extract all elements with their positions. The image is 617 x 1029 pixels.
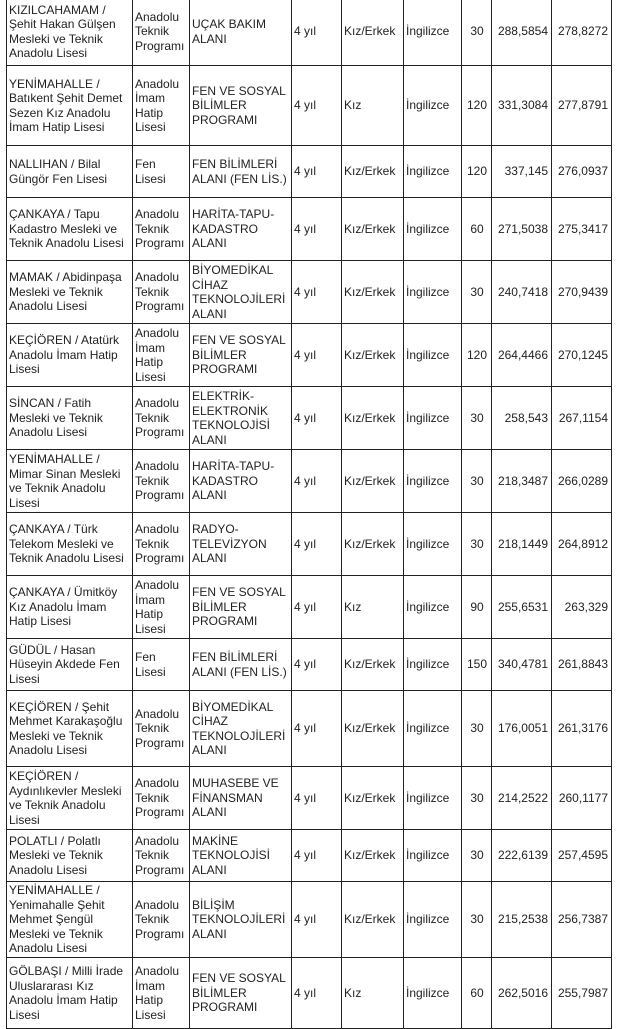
program-cell: HARİTA-TAPU-KADASTRO ALANI — [190, 198, 292, 261]
table-row — [7, 261, 612, 324]
gender-cell: Kız/Erkek — [342, 513, 404, 576]
school-name-cell: GÖLBAŞI / Milli İrade Uluslararası Kız Anadolu İmam Hatip Lisesi — [7, 958, 133, 1029]
quota-cell: 150 — [462, 639, 492, 691]
school-name-cell: KEÇİÖREN / Atatürk Anadolu İmam Hatip Lisesi — [7, 324, 133, 387]
program-cell: MAKİNE TEKNOLOJİSİ ALANI — [190, 830, 292, 882]
language-cell: İngilizce — [404, 958, 462, 1029]
school-type-cell: Fen Lisesi — [133, 639, 190, 691]
max-score-cell: 218,1449 — [492, 513, 552, 576]
table-row — [7, 198, 612, 261]
school-type-cell: Anadolu Teknik Programı — [133, 767, 190, 830]
school-type-cell: Anadolu Teknik Programı — [133, 0, 190, 66]
language-cell: İngilizce — [404, 146, 462, 198]
min-score-cell: 276,0937 — [552, 146, 612, 198]
table-row — [7, 0, 612, 66]
school-type-cell: Anadolu Teknik Programı — [133, 450, 190, 513]
gender-cell: Kız/Erkek — [342, 830, 404, 882]
min-score-cell: 261,3176 — [552, 691, 612, 767]
max-score-cell: 264,4466 — [492, 324, 552, 387]
school-type-cell: Anadolu Teknik Programı — [133, 882, 190, 958]
school-type-cell: Anadolu Teknik Programı — [133, 830, 190, 882]
duration-cell: 4 yıl — [292, 691, 342, 767]
language-cell: İngilizce — [404, 576, 462, 639]
school-type-cell: Anadolu Teknik Programı — [133, 261, 190, 324]
school-type-cell: Anadolu İmam Hatip Lisesi — [133, 958, 190, 1029]
table-row — [7, 830, 612, 882]
program-cell: ELEKTRİK-ELEKTRONİK TEKNOLOJİSİ ALANI — [190, 387, 292, 450]
min-score-cell: 264,8912 — [552, 513, 612, 576]
quota-cell: 30 — [462, 767, 492, 830]
min-score-cell: 260,1177 — [552, 767, 612, 830]
program-cell: FEN VE SOSYAL BİLİMLER PROGRAMI — [190, 576, 292, 639]
table-row — [7, 767, 612, 830]
max-score-cell: 331,3084 — [492, 66, 552, 146]
min-score-cell: 275,3417 — [552, 198, 612, 261]
gender-cell: Kız/Erkek — [342, 0, 404, 66]
school-type-cell: Anadolu Teknik Programı — [133, 198, 190, 261]
quota-cell: 60 — [462, 958, 492, 1029]
gender-cell: Kız/Erkek — [342, 387, 404, 450]
language-cell: İngilizce — [404, 513, 462, 576]
duration-cell: 4 yıl — [292, 387, 342, 450]
language-cell: İngilizce — [404, 261, 462, 324]
table-row — [7, 958, 612, 1029]
gender-cell: Kız — [342, 576, 404, 639]
school-name-cell: YENİMAHALLE / Batıkent Şehit Demet Sezen Kız Anadolu İmam Hatip Lisesi — [7, 66, 133, 146]
max-score-cell: 258,543 — [492, 387, 552, 450]
quota-cell: 120 — [462, 146, 492, 198]
min-score-cell: 267,1154 — [552, 387, 612, 450]
table-row — [7, 324, 612, 387]
min-score-cell: 277,8791 — [552, 66, 612, 146]
quota-cell: 90 — [462, 576, 492, 639]
quota-cell: 30 — [462, 882, 492, 958]
gender-cell: Kız/Erkek — [342, 691, 404, 767]
school-name-cell: KIZILCAHAMAM / Şehit Hakan Gülşen Mesleki ve Teknik Anadolu Lisesi — [7, 0, 133, 66]
gender-cell: Kız — [342, 958, 404, 1029]
language-cell: İngilizce — [404, 767, 462, 830]
duration-cell: 4 yıl — [292, 450, 342, 513]
max-score-cell: 176,0051 — [492, 691, 552, 767]
quota-cell: 120 — [462, 324, 492, 387]
duration-cell: 4 yıl — [292, 261, 342, 324]
schools-table — [6, 0, 612, 1029]
table-row — [7, 639, 612, 691]
school-type-cell: Anadolu Teknik Programı — [133, 387, 190, 450]
program-cell: HARİTA-TAPU-KADASTRO ALANI — [190, 450, 292, 513]
quota-cell: 60 — [462, 198, 492, 261]
language-cell: İngilizce — [404, 0, 462, 66]
gender-cell: Kız/Erkek — [342, 324, 404, 387]
program-cell: FEN VE SOSYAL BİLİMLER PROGRAMI — [190, 958, 292, 1029]
school-name-cell: YENİMAHALLE / Mimar Sinan Mesleki ve Teknik Anadolu Lisesi — [7, 450, 133, 513]
min-score-cell: 270,9439 — [552, 261, 612, 324]
language-cell: İngilizce — [404, 450, 462, 513]
max-score-cell: 288,5854 — [492, 0, 552, 66]
max-score-cell: 240,7418 — [492, 261, 552, 324]
duration-cell: 4 yıl — [292, 767, 342, 830]
program-cell: FEN VE SOSYAL BİLİMLER PROGRAMI — [190, 66, 292, 146]
program-cell: BİYOMEDİKAL CİHAZ TEKNOLOJİLERİ ALANI — [190, 261, 292, 324]
quota-cell: 30 — [462, 261, 492, 324]
gender-cell: Kız/Erkek — [342, 261, 404, 324]
program-cell: BİLİŞİM TEKNOLOJİLERİ ALANI — [190, 882, 292, 958]
min-score-cell: 257,4595 — [552, 830, 612, 882]
gender-cell: Kız — [342, 66, 404, 146]
min-score-cell: 278,8272 — [552, 0, 612, 66]
gender-cell: Kız/Erkek — [342, 146, 404, 198]
gender-cell: Kız/Erkek — [342, 198, 404, 261]
gender-cell: Kız/Erkek — [342, 767, 404, 830]
quota-cell: 30 — [462, 0, 492, 66]
duration-cell: 4 yıl — [292, 639, 342, 691]
language-cell: İngilizce — [404, 66, 462, 146]
duration-cell: 4 yıl — [292, 146, 342, 198]
school-name-cell: ÇANKAYA / Tapu Kadastro Mesleki ve Teknik Anadolu Lisesi — [7, 198, 133, 261]
school-name-cell: SİNCAN / Fatih Mesleki ve Teknik Anadolu Lisesi — [7, 387, 133, 450]
duration-cell: 4 yıl — [292, 576, 342, 639]
school-name-cell: YENİMAHALLE / Yenimahalle Şehit Mehmet Şengül Mesleki ve Teknik Anadolu Lisesi — [7, 882, 133, 958]
max-score-cell: 340,4781 — [492, 639, 552, 691]
table-row — [7, 882, 612, 958]
quota-cell: 120 — [462, 66, 492, 146]
program-cell: FEN VE SOSYAL BİLİMLER PROGRAMI — [190, 324, 292, 387]
quota-cell: 30 — [462, 691, 492, 767]
language-cell: İngilizce — [404, 324, 462, 387]
school-type-cell: Anadolu Teknik Programı — [133, 513, 190, 576]
language-cell: İngilizce — [404, 691, 462, 767]
school-name-cell: ÇANKAYA / Türk Telekom Mesleki ve Teknik Anadolu Lisesi — [7, 513, 133, 576]
duration-cell: 4 yıl — [292, 513, 342, 576]
language-cell: İngilizce — [404, 830, 462, 882]
quota-cell: 30 — [462, 513, 492, 576]
max-score-cell: 215,2538 — [492, 882, 552, 958]
gender-cell: Kız/Erkek — [342, 882, 404, 958]
max-score-cell: 214,2522 — [492, 767, 552, 830]
gender-cell: Kız/Erkek — [342, 639, 404, 691]
min-score-cell: 255,7987 — [552, 958, 612, 1029]
table-row — [7, 450, 612, 513]
school-type-cell: Anadolu Teknik Programı — [133, 691, 190, 767]
min-score-cell: 266,0289 — [552, 450, 612, 513]
school-name-cell: KEÇİÖREN / Şehit Mehmet Karakaşoğlu Mesleki ve Teknik Anadolu Lisesi — [7, 691, 133, 767]
language-cell: İngilizce — [404, 639, 462, 691]
duration-cell: 4 yıl — [292, 198, 342, 261]
school-type-cell: Fen Lisesi — [133, 146, 190, 198]
table-row — [7, 691, 612, 767]
min-score-cell: 256,7387 — [552, 882, 612, 958]
school-name-cell: KEÇİÖREN / Aydınlıkevler Mesleki ve Teknik Anadolu Lisesi — [7, 767, 133, 830]
quota-cell: 30 — [462, 830, 492, 882]
quota-cell: 30 — [462, 450, 492, 513]
gender-cell: Kız/Erkek — [342, 450, 404, 513]
min-score-cell: 261,8843 — [552, 639, 612, 691]
duration-cell: 4 yıl — [292, 0, 342, 66]
program-cell: FEN BİLİMLERİ ALANI (FEN LİS.) — [190, 146, 292, 198]
table-row — [7, 66, 612, 146]
max-score-cell: 337,145 — [492, 146, 552, 198]
min-score-cell: 263,329 — [552, 576, 612, 639]
duration-cell: 4 yıl — [292, 830, 342, 882]
table-body — [7, 0, 612, 1029]
table-row — [7, 576, 612, 639]
max-score-cell: 218,3487 — [492, 450, 552, 513]
program-cell: FEN BİLİMLERİ ALANI (FEN LİS.) — [190, 639, 292, 691]
table-row — [7, 146, 612, 198]
school-type-cell: Anadolu İmam Hatip Lisesi — [133, 66, 190, 146]
table-row — [7, 513, 612, 576]
quota-cell: 30 — [462, 387, 492, 450]
max-score-cell: 262,5016 — [492, 958, 552, 1029]
school-type-cell: Anadolu İmam Hatip Lisesi — [133, 324, 190, 387]
max-score-cell: 255,6531 — [492, 576, 552, 639]
table-row — [7, 387, 612, 450]
language-cell: İngilizce — [404, 198, 462, 261]
program-cell: RADYO-TELEVİZYON ALANI — [190, 513, 292, 576]
duration-cell: 4 yıl — [292, 882, 342, 958]
program-cell: BİYOMEDİKAL CİHAZ TEKNOLOJİLERİ ALANI — [190, 691, 292, 767]
min-score-cell: 270,1245 — [552, 324, 612, 387]
duration-cell: 4 yıl — [292, 66, 342, 146]
max-score-cell: 271,5038 — [492, 198, 552, 261]
program-cell: UÇAK BAKIM ALANI — [190, 0, 292, 66]
school-name-cell: POLATLI / Polatlı Mesleki ve Teknik Anadolu Lisesi — [7, 830, 133, 882]
school-name-cell: ÇANKAYA / Ümitköy Kız Anadolu İmam Hatip Lisesi — [7, 576, 133, 639]
school-name-cell: GÜDÜL / Hasan Hüseyin Akdede Fen Lisesi — [7, 639, 133, 691]
duration-cell: 4 yıl — [292, 958, 342, 1029]
language-cell: İngilizce — [404, 387, 462, 450]
max-score-cell: 222,6139 — [492, 830, 552, 882]
duration-cell: 4 yıl — [292, 324, 342, 387]
school-type-cell: Anadolu İmam Hatip Lisesi — [133, 576, 190, 639]
program-cell: MUHASEBE VE FİNANSMAN ALANI — [190, 767, 292, 830]
school-name-cell: MAMAK / Abidinpaşa Mesleki ve Teknik Anadolu Lisesi — [7, 261, 133, 324]
school-name-cell: NALLIHAN / Bilal Güngör Fen Lisesi — [7, 146, 133, 198]
language-cell: İngilizce — [404, 882, 462, 958]
